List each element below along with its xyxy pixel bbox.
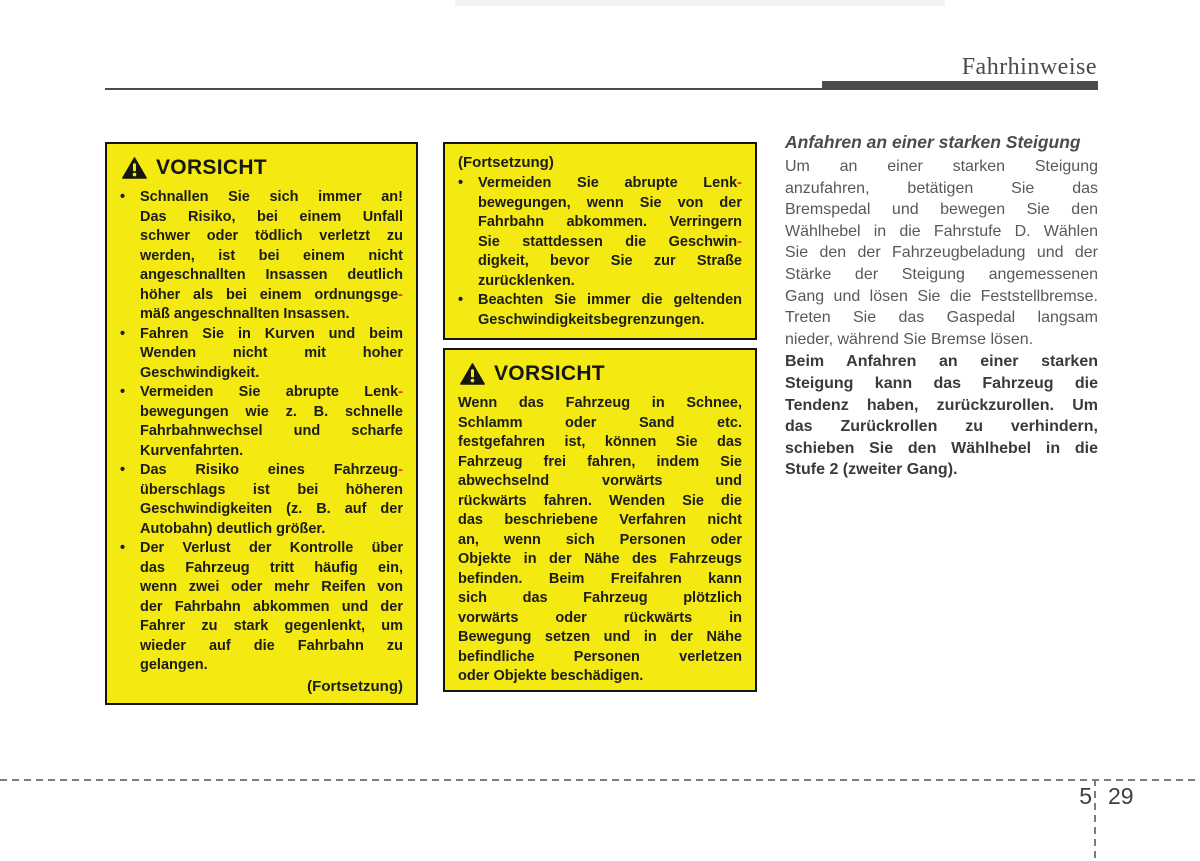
bullet-text bbox=[140, 383, 403, 461]
text-line: Geschwindigkeit. bbox=[140, 364, 260, 381]
bullet-item bbox=[458, 174, 742, 291]
text-line: Steigung kann das Fahrzeug die bbox=[785, 374, 1098, 392]
page-title: Fahrhinweise bbox=[961, 54, 1097, 80]
warning-box-header bbox=[460, 362, 742, 386]
text-line: Tendenz haben, zurückzurollen. Um bbox=[785, 396, 1098, 414]
text-line: abwechselnd vorwärts und bbox=[458, 473, 742, 489]
warning-box-header bbox=[122, 156, 403, 180]
red-hyphen: - bbox=[737, 233, 742, 250]
text-line: nieder, während Sie Bremse lösen. bbox=[785, 330, 1034, 348]
text-line: Stufe 2 (zweiter Gang). bbox=[785, 461, 958, 479]
text-line: bewegungen, wenn Sie von der bbox=[478, 194, 742, 211]
text-line: Beachten Sie immer die geltenden bbox=[478, 292, 742, 308]
text-line: das Fahrzeug tritt häufig ein, bbox=[140, 559, 403, 576]
warning-paragraph bbox=[458, 394, 742, 687]
text-line: das beschriebene Verfahren nicht bbox=[458, 512, 742, 528]
page-number bbox=[1014, 783, 1184, 810]
bullet-text bbox=[140, 325, 403, 384]
text-line: anzufahren, betätigen Sie das bbox=[785, 179, 1098, 197]
text-line: Kurvenfahrten. bbox=[140, 442, 244, 459]
scan-edge-strip bbox=[455, 0, 945, 6]
footer-dashed-rule-horizontal bbox=[0, 779, 1200, 781]
warning-triangle-icon bbox=[460, 363, 485, 385]
text-line: Sie stattdessen die Geschwin- bbox=[478, 233, 742, 250]
text-line: Fahrzeug frei fahren, indem Sie bbox=[458, 453, 742, 470]
bullet-dot: • bbox=[120, 189, 126, 205]
text-line: wieder auf die Fahrbahn zu bbox=[140, 637, 403, 654]
text-line: Das Risiko, bei einem Unfall bbox=[140, 208, 403, 225]
text-line: der Fahrbahn abkommen und der bbox=[140, 598, 403, 615]
text-line: Vermeiden Sie abrupte Lenk- bbox=[478, 175, 742, 191]
text-line: Stärke der Steigung angemessenen bbox=[785, 265, 1098, 283]
bullet-item bbox=[120, 383, 403, 461]
red-hyphen: - bbox=[398, 384, 403, 400]
text-line: Treten Sie das Gaspedal langsam bbox=[785, 309, 1098, 327]
text-line: Schlamm oder Sand etc. bbox=[458, 414, 742, 431]
red-hyphen: - bbox=[737, 175, 742, 191]
text-line: Das Risiko eines Fahrzeug- bbox=[140, 462, 403, 478]
text-line: Gang und lösen Sie die Feststellbremse. bbox=[785, 287, 1098, 305]
text-line: schwer oder tödlich verletzt zu bbox=[140, 228, 403, 244]
text-line: Fahrer zu stark gegenlenkt, um bbox=[140, 618, 403, 634]
text-line: schieben Sie den Wählhebel in die bbox=[785, 439, 1098, 457]
warning-title: VORSICHT bbox=[156, 156, 267, 179]
text-line: Geschwindigkeitsbegrenzungen. bbox=[478, 311, 705, 328]
text-line: Um an einer starken Steigung bbox=[785, 158, 1098, 175]
text-line: mäß angeschnallten Insassen. bbox=[140, 306, 350, 322]
red-hyphen: - bbox=[398, 286, 403, 303]
bullet-item bbox=[120, 461, 403, 539]
text-line: Fahrbahnwechsel und scharfe bbox=[140, 423, 403, 439]
bullet-text bbox=[140, 461, 403, 539]
bullet-text bbox=[478, 174, 742, 291]
text-line: zurücklenken. bbox=[478, 272, 575, 289]
continuation-note: (Fortsetzung) bbox=[458, 154, 554, 171]
text-line: Objekte in der Nähe des Fahrzeugs bbox=[458, 551, 742, 567]
text-line: Der Verlust der Kontrolle über bbox=[140, 540, 403, 556]
continuation-note: (Fortsetzung) bbox=[307, 677, 403, 695]
text-line: Vermeiden Sie abrupte Lenk- bbox=[140, 384, 403, 400]
bullet-item bbox=[120, 325, 403, 384]
red-hyphen: - bbox=[398, 462, 403, 478]
bullet-item bbox=[120, 188, 403, 325]
text-line: Fahren Sie in Kurven und beim bbox=[140, 325, 403, 342]
article-heading: Anfahren an einer starken Steigung bbox=[785, 132, 1081, 152]
page-number-page: 29 bbox=[1108, 783, 1134, 809]
text-line: rückwärts fahren. Wenden Sie die bbox=[458, 492, 742, 509]
header-rule-thin bbox=[105, 88, 824, 90]
text-line: gelangen. bbox=[140, 657, 208, 673]
text-line: angeschnallten Insassen deutlich bbox=[140, 267, 403, 283]
warning-bullet-list bbox=[458, 174, 742, 330]
article-paragraph bbox=[785, 351, 1098, 481]
bullet-dot: • bbox=[120, 462, 126, 478]
text-line: festgefahren ist, können Sie das bbox=[458, 434, 742, 450]
article-column bbox=[785, 131, 1098, 482]
text-line: vorwärts oder rückwärts in bbox=[458, 609, 742, 626]
text-line: überschlags ist bei höheren bbox=[140, 481, 403, 498]
warning-bullet-list bbox=[120, 188, 403, 676]
text-line: Bewegung setzen und in der Nähe bbox=[458, 629, 742, 645]
article-paragraph bbox=[785, 156, 1098, 350]
text-line: befindliche Personen verletzen bbox=[458, 648, 742, 665]
bullet-dot: • bbox=[120, 325, 126, 342]
text-line: Autobahn) deutlich größer. bbox=[140, 520, 326, 537]
article-paragraphs bbox=[785, 156, 1098, 481]
bullet-dot: • bbox=[120, 384, 126, 400]
bullet-text bbox=[478, 291, 742, 330]
text-line: an, wenn sich Personen oder bbox=[458, 531, 742, 548]
bullet-text bbox=[140, 188, 403, 325]
text-line: Wenden nicht mit hoher bbox=[140, 345, 403, 361]
text-line: Sie den der Fahrzeugbeladung und der bbox=[785, 244, 1098, 262]
page-number-chapter: 5 bbox=[1079, 783, 1092, 809]
warning-box-middle-bottom bbox=[443, 348, 757, 692]
text-line: Fahrbahn abkommen. Verringern bbox=[478, 214, 742, 230]
bullet-text bbox=[140, 539, 403, 676]
text-line: Beim Anfahren an einer starken bbox=[785, 353, 1098, 371]
bullet-item bbox=[458, 291, 742, 330]
text-line: Wählhebel in die Fahrstufe D. Wählen bbox=[785, 222, 1098, 240]
text-line: bewegungen wie z. B. schnelle bbox=[140, 403, 403, 420]
header-rule-thick bbox=[822, 81, 1098, 90]
text-line: wenn zwei oder mehr Reifen von bbox=[140, 579, 403, 595]
text-line: werden, ist bei einem nicht bbox=[140, 247, 403, 264]
text-line: Wenn das Fahrzeug in Schnee, bbox=[458, 395, 742, 411]
text-line: Schnallen Sie sich immer an! bbox=[140, 189, 403, 205]
warning-box-left bbox=[105, 142, 418, 705]
bullet-dot: • bbox=[120, 540, 126, 556]
text-line: digkeit, bevor Sie zur Straße bbox=[478, 253, 742, 269]
warning-triangle-icon bbox=[122, 157, 147, 179]
bullet-dot: • bbox=[458, 292, 464, 308]
text-line: höher als bei einem ordnungsge- bbox=[140, 286, 403, 303]
text-line: das Zurückrollen zu verhindern, bbox=[785, 418, 1098, 436]
text-line: Geschwindigkeiten (z. B. auf der bbox=[140, 501, 403, 517]
text-line: Bremspedal und bewegen Sie den bbox=[785, 201, 1098, 219]
text-line: oder Objekte beschädigen. bbox=[458, 668, 644, 684]
bullet-item bbox=[120, 539, 403, 676]
bullet-dot: • bbox=[458, 175, 464, 191]
text-line: befinden. Beim Freifahren kann bbox=[458, 570, 742, 587]
text-line: sich das Fahrzeug plötzlich bbox=[458, 590, 742, 606]
warning-box-middle-top bbox=[443, 142, 757, 340]
warning-title: VORSICHT bbox=[494, 362, 605, 385]
